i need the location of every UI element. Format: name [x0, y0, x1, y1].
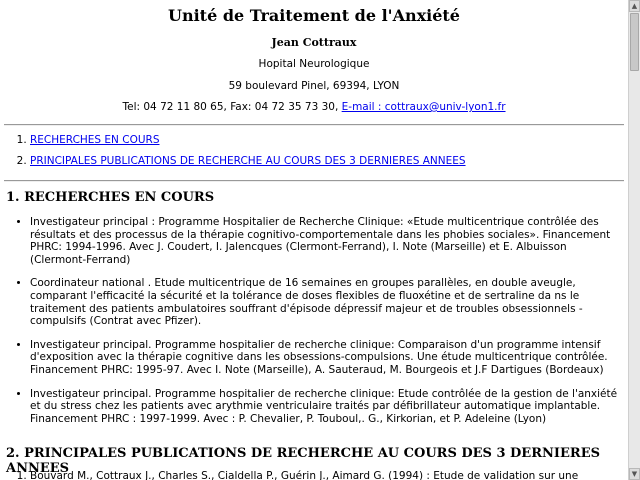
list-item: • Coordinateur national . Etude multicentrique de 16 semaines en groupes parallèles, en double aveugle, comparant l'efficacité la sécurité et la tolérance de doses flexibles de fluoxétine et de sertraline da ns le traitement des patients ambulatoires souffrant d'épisode dépressif majeur et de troubles obsessionnels -compulsifs (Contrat avec Pfizer). — [30, 277, 622, 327]
scroll-down-arrow-icon[interactable]: ▼ — [629, 468, 640, 480]
contact-phone-fax: Tel: 04 72 11 80 65, Fax: 04 72 35 73 30, — [122, 101, 342, 113]
research-list — [0, 216, 628, 436]
section-heading-recherches: 1. RECHERCHES EN COURS — [6, 190, 215, 205]
toc-link-publications[interactable]: PRINCIPALES PUBLICATIONS DE RECHERCHE AU COURS DES 3 DERNIERES ANNEES — [30, 155, 466, 167]
page-title: Unité de Traitement de l'Anxiété — [168, 6, 460, 25]
divider — [4, 180, 624, 182]
scroll-up-arrow-icon[interactable]: ▲ — [629, 0, 640, 12]
toc-item — [30, 154, 466, 168]
contact-line — [0, 101, 628, 113]
list-item: • Investigateur principal : Programme Hospitalier de Recherche Clinique: «Etude multicentrique contrôlée des résultats et des processus de la thérapie cognitivo-comportementale dans les phobies sociales». Financement PHRC: 1994-1996. Avec J. Coudert, I. Jalencques (Clermont-Ferrand), I. Note (Marseille) et E. Albuisson (Clermont-Ferrand) — [30, 216, 622, 266]
institution: Hopital Neurologique — [258, 58, 370, 70]
toc-item — [30, 133, 466, 147]
list-item: • Investigateur principal. Programme hospitalier de recherche clinique: Etude contrôlée de la gestion de l'anxiété et du stress chez les patients avec arythmie ventriculaire traités par défibrillateur automatique implantable. Financement PHRC : 1997-1999. Avec : P. Chevalier, P. Touboul,. G., Kirkorian, et P. Adeleine (Lyon) — [30, 388, 622, 426]
list-item: 1. Bouvard M., Cottraux J., Charles S., Cialdella P., Guérin J., Aimard G. (1994) : Etude de validation sur une — [30, 470, 578, 480]
author-name: Jean Cottraux — [271, 36, 357, 49]
email-link[interactable]: E-mail : cottraux@univ-lyon1.fr — [341, 101, 506, 113]
table-of-contents — [0, 133, 466, 175]
divider — [4, 124, 624, 126]
section-heading-publications: 2. PRINCIPALES PUBLICATIONS DE RECHERCHE AU COURS DES 3 DERNIERES ANNEES — [6, 446, 600, 476]
scrollbar-thumb[interactable] — [630, 13, 639, 71]
vertical-scrollbar[interactable] — [628, 0, 640, 480]
list-item: • Investigateur principal. Programme hospitalier de recherche clinique: Comparaison d'un programme intensif d'exposition avec la thérapie cognitive dans les obsessions-compulsions. Une étude multicentrique contrôlée. Financement PHRC: 1995-97. Avec I. Note (Marseille), A. Sauteraud, M. Bourgeois et J.F Dartigues (Bordeaux) — [30, 339, 622, 377]
address: 59 boulevard Pinel, 69394, LYON — [228, 80, 400, 92]
toc-link-recherches[interactable]: RECHERCHES EN COURS — [30, 134, 160, 146]
publications-list — [0, 470, 578, 480]
